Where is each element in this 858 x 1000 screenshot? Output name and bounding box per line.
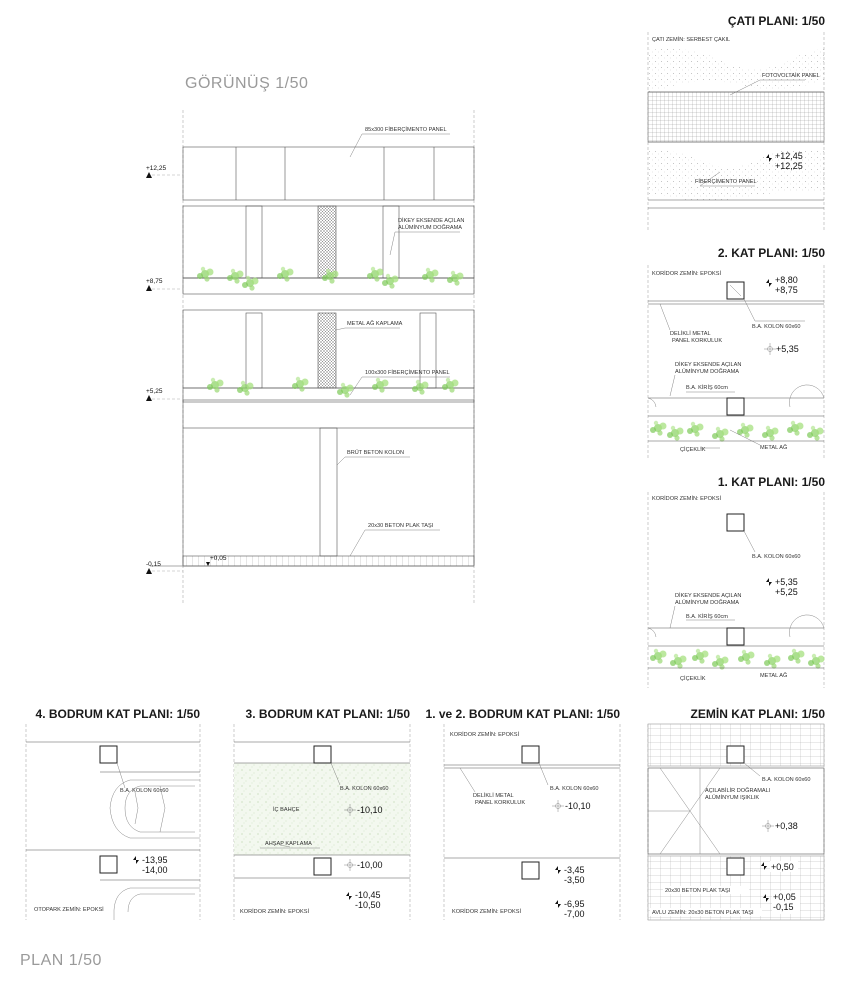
- basement3-column-label: B.A. KOLON 60x60: [340, 786, 389, 792]
- level-ground-inner: +0,05: [210, 555, 227, 562]
- svg-text:+8,75: +8,75: [146, 278, 163, 285]
- ground-skylight-l1: AÇILABİLİR DOĞRAMALI: [705, 788, 771, 794]
- label-panel-mid: 100x300 FİBERÇİMENTO PANEL: [365, 370, 450, 376]
- basement12-elev-b: -3,45: [564, 865, 585, 875]
- floor2-planter-label: ÇİÇEKLİK: [680, 447, 706, 453]
- svg-text:+5,25: +5,25: [146, 388, 163, 395]
- basement12-elev-a: -10,10: [565, 801, 591, 811]
- floor1-floor-label: KORİDOR ZEMİN: EPOKSİ: [652, 496, 721, 502]
- roof-plan: [648, 14, 825, 230]
- floor1-plan: [648, 475, 825, 688]
- basement12-floor-bottom-label: KORİDOR ZEMİN: EPOKSİ: [452, 909, 521, 915]
- basement4-plan: [26, 707, 200, 920]
- ground-skylight-l2: ALÜMİNYUM IŞIKLIK: [705, 795, 760, 801]
- floor1-column-label: B.A. KOLON 60x60: [752, 554, 801, 560]
- basement4-plan-title: 4. BODRUM KAT PLANI: 1/50: [35, 707, 200, 721]
- floor2-rail-l2: PANEL KORKULUK: [672, 338, 723, 344]
- basement3-floor-label: KORİDOR ZEMİN: EPOKSİ: [240, 909, 309, 915]
- car-icon-lower: [114, 888, 200, 920]
- basement12-elev-d: -6,95: [564, 899, 585, 909]
- roof-plan-title: ÇATI PLANI: 1/50: [727, 14, 825, 28]
- ground-elev-b: +0,50: [771, 862, 794, 872]
- basement3-deck-label: AHŞAP KAPLAMA: [265, 841, 312, 847]
- level-marker-12-25: [146, 165, 183, 178]
- basement3-elev-a: -10,10: [357, 805, 383, 815]
- ground-elev-c: +0,05: [773, 892, 796, 902]
- skylight-outline: [648, 768, 720, 854]
- basement12-plan: [426, 707, 621, 920]
- floor1-window-l1: DİKEY EKSENDE AÇILAN: [675, 593, 742, 599]
- basement3-elev-d: -10,50: [355, 900, 381, 910]
- level-marker-8-75: [146, 278, 183, 291]
- floor1-elev-a: +5,35: [775, 577, 798, 587]
- svg-text:-0,15: -0,15: [146, 561, 161, 568]
- basement12-column-label: B.A. KOLON 60x60: [550, 786, 599, 792]
- roof-gravel-label: ÇATI ZEMİN: SERBEST ÇAKIL: [652, 37, 731, 43]
- label-mesh: METAL AĞ KAPLAMA: [347, 321, 403, 327]
- floor1-window-l2: ALÜMİNYUM DOĞRAMA: [675, 600, 740, 606]
- floor2-elev-b: +8,75: [775, 285, 798, 295]
- ground-floor-label: AVLU ZEMİN: 20x30 BETON PLAK TAŞI: [652, 910, 754, 916]
- roof-elev-b: +12,25: [775, 161, 803, 171]
- basement12-elev-e: -7,00: [564, 909, 585, 919]
- ground-floor-plan: [648, 706, 825, 920]
- floor2-mesh-label: METAL AĞ: [760, 445, 788, 451]
- floor2-plan-title: 2. KAT PLANI: 1/50: [717, 246, 825, 260]
- basement3-elev-b: -10,00: [357, 860, 383, 870]
- floor1-planter: [650, 649, 825, 670]
- floor1-elev-b: +5,25: [775, 587, 798, 597]
- label-paving: 20x30 BETON PLAK TAŞI: [368, 523, 434, 529]
- floor2-window-l1: DİKEY EKSENDE AÇILAN: [675, 362, 742, 368]
- label-column: BRÜT BETON KOLON: [347, 450, 404, 456]
- floor2-floor-label: KORİDOR ZEMİN: EPOKSİ: [652, 271, 721, 277]
- basement12-rail-l1: DELİKLİ METAL: [473, 793, 514, 799]
- elevation-title: GÖRÜNÜŞ 1/50: [185, 75, 309, 92]
- basement4-column-label: B.A. KOLON 60x60: [120, 788, 169, 794]
- svg-text:+12,25: +12,25: [146, 165, 167, 172]
- floor2-plan: [648, 246, 825, 460]
- floor2-rail-l1: DELİKLİ METAL: [670, 331, 711, 337]
- ground-floor-plan-title: ZEMİN KAT PLANI: 1/50: [690, 707, 825, 721]
- basement12-rail-l2: PANEL KORKULUK: [475, 800, 526, 806]
- floor1-plan-title: 1. KAT PLANI: 1/50: [717, 475, 825, 489]
- roof-elev-a: +12,45: [775, 151, 803, 161]
- basement12-elev-c: -3,50: [564, 875, 585, 885]
- floor1-beam-label: B.A. KİRİŞ 60cm: [686, 614, 728, 620]
- ground-elev-d: -0,15: [773, 902, 794, 912]
- roof-pv-label: FOTOVOLTAİK PANEL: [762, 73, 820, 79]
- basement3-elev-c: -10,45: [355, 890, 381, 900]
- ground-column-label: B.A. KOLON 60x60: [762, 777, 811, 783]
- floor2-window-l2: ALÜMİNYUM DOĞRAMA: [675, 369, 740, 375]
- basement3-plan-title: 3. BODRUM KAT PLANI: 1/50: [245, 707, 410, 721]
- floor1-planter-label: ÇİÇEKLİK: [680, 676, 706, 682]
- roof-fiber-label: FİBERÇİMENTO PANEL: [695, 179, 757, 185]
- level-marker-5-25: [146, 388, 183, 401]
- basement3-plan: [234, 707, 410, 920]
- basement12-plan-title: 1. ve 2. BODRUM KAT PLANI: 1/50: [425, 707, 620, 721]
- basement4-floor-label: OTOPARK ZEMİN: EPOKSİ: [34, 907, 104, 913]
- floor1-mesh-label: METAL AĞ: [760, 673, 788, 679]
- label-window-l2: ALÜMİNYUM DOĞRAMA: [398, 225, 463, 231]
- basement4-elev-b: -14,00: [142, 865, 168, 875]
- floor2-column-label: B.A. KOLON 60x60: [752, 324, 801, 330]
- basement3-garden-label: İÇ BAHÇE: [273, 807, 300, 813]
- floor2-planter: [650, 421, 824, 442]
- level-marker-minus-0-15: [146, 561, 183, 574]
- floor2-beam-label: B.A. KİRİŞ 60cm: [686, 385, 728, 391]
- label-window-l1: DİKEY EKSENDE AÇILAN: [398, 218, 465, 224]
- ground-paving-label: 20x30 BETON PLAK TAŞI: [665, 888, 731, 894]
- floor2-elev-c: +5,35: [776, 344, 799, 354]
- basement4-elev-a: -13,95: [142, 855, 168, 865]
- elevation-drawing: [146, 74, 474, 605]
- ground-elev-a: +0,38: [775, 821, 798, 831]
- plan-title: PLAN 1/50: [20, 952, 102, 969]
- basement12-floor-top-label: KORİDOR ZEMİN: EPOKSİ: [450, 732, 519, 738]
- label-panel-top: 85x300 FİBERÇİMENTO PANEL: [365, 127, 447, 133]
- floor2-elev-a: +8,80: [775, 275, 798, 285]
